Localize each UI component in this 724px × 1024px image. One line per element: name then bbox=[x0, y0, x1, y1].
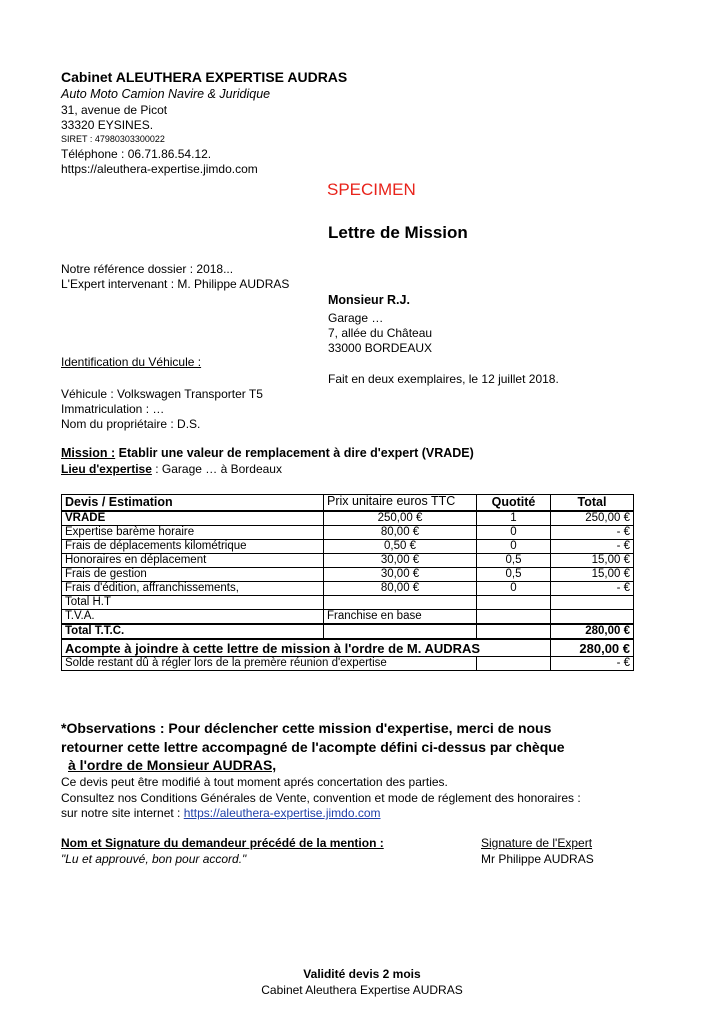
row-qty: 0,5 bbox=[477, 554, 551, 568]
date-line: Fait en deux exemplaires, le 12 juillet 2018. bbox=[328, 372, 559, 386]
mission-place-text: : Garage … à Bordeaux bbox=[151, 462, 282, 476]
table-row bbox=[62, 610, 634, 625]
table-header-label: Devis / Estimation bbox=[62, 495, 324, 512]
row-total: - € bbox=[551, 582, 634, 596]
document-title: Lettre de Mission bbox=[328, 223, 468, 242]
row-label: Expertise barème horaire bbox=[62, 526, 324, 540]
observations-line2: retourner cette lettre accompagné de l'acompte défini ci-dessus par chèque bbox=[61, 739, 565, 755]
row-price: Franchise en base bbox=[324, 610, 477, 625]
row-total bbox=[551, 610, 634, 625]
row-price: 250,00 € bbox=[324, 511, 477, 526]
solde-value: - € bbox=[551, 657, 634, 671]
row-qty: 0 bbox=[477, 526, 551, 540]
solde-row bbox=[62, 657, 634, 671]
company-subtitle: Auto Moto Camion Navire & Juridique bbox=[61, 87, 271, 101]
footer-company: Cabinet Aleuthera Expertise AUDRAS bbox=[261, 983, 463, 997]
expert-signature-name: Mr Philippe AUDRAS bbox=[481, 852, 594, 866]
row-price: 0,50 € bbox=[324, 540, 477, 554]
vehicle-model: Véhicule : Volkswagen Transporter T5 bbox=[61, 387, 263, 401]
company-siret: SIRET : 47980303300022 bbox=[61, 134, 165, 144]
row-price: 30,00 € bbox=[324, 554, 477, 568]
row-label: Total H.T bbox=[62, 596, 324, 610]
mission-place-label: Lieu d'expertise bbox=[61, 462, 152, 476]
client-signature-mention: "Lu et approuvé, bon pour accord." bbox=[61, 852, 247, 866]
row-price bbox=[324, 596, 477, 610]
row-total: - € bbox=[551, 540, 634, 554]
row-label: T.V.A. bbox=[62, 610, 324, 625]
table-header-total: Total bbox=[551, 495, 634, 512]
recipient-name: Monsieur R.J. bbox=[328, 293, 410, 307]
recipient-line2: 7, allée du Château bbox=[328, 326, 433, 340]
observations-note3-prefix: sur notre site internet : bbox=[61, 806, 184, 820]
total-ttc-qty bbox=[477, 624, 551, 639]
mission-text: Etablir une valeur de remplacement à dire d'expert (VRADE) bbox=[115, 446, 474, 460]
website-link[interactable]: https://aleuthera-expertise.jimdo.com bbox=[183, 806, 381, 820]
table-row bbox=[62, 554, 634, 568]
vehicle-plate: Immatriculation : … bbox=[61, 402, 165, 416]
mission-place-line bbox=[61, 462, 282, 476]
acompte-label: Acompte à joindre à cette lettre de mission à l'ordre de M. AUDRAS bbox=[62, 639, 551, 657]
reference-expert: L'Expert intervenant : M. Philippe AUDRAS bbox=[61, 277, 290, 291]
company-website: https://aleuthera-expertise.jimdo.com bbox=[61, 162, 258, 176]
company-phone: Téléphone : 06.71.86.54.12. bbox=[61, 147, 212, 161]
row-label: Frais de déplacements kilométrique bbox=[62, 540, 324, 554]
row-price: 80,00 € bbox=[324, 526, 477, 540]
total-ttc-value: 280,00 € bbox=[551, 624, 634, 639]
mission-label: Mission : bbox=[61, 446, 116, 460]
recipient-line3: 33000 BORDEAUX bbox=[328, 341, 433, 355]
solde-empty bbox=[477, 657, 551, 671]
acompte-row bbox=[62, 639, 634, 657]
row-label: Frais de gestion bbox=[62, 568, 324, 582]
row-total bbox=[551, 596, 634, 610]
table-row bbox=[62, 596, 634, 610]
row-total: 15,00 € bbox=[551, 568, 634, 582]
vehicle-heading: Identification du Véhicule : bbox=[61, 355, 202, 369]
observations-note2: Consultez nos Conditions Générales de Vente, convention et mode de réglement des honoraires : bbox=[61, 791, 581, 805]
row-qty: 1 bbox=[477, 511, 551, 526]
solde-label: Solde restant dû à régler lors de la premère réunion d'expertise bbox=[62, 657, 477, 671]
expert-signature-heading: Signature de l'Expert bbox=[481, 836, 593, 850]
table-row bbox=[62, 511, 634, 526]
observations-line1: *Observations : Pour déclencher cette mission d'expertise, merci de nous bbox=[61, 720, 552, 736]
row-qty: 0 bbox=[477, 540, 551, 554]
specimen-label: SPECIMEN bbox=[327, 180, 416, 199]
acompte-value: 280,00 € bbox=[551, 639, 634, 657]
table-row bbox=[62, 582, 634, 596]
row-total: - € bbox=[551, 526, 634, 540]
row-label: VRADE bbox=[62, 511, 324, 526]
table-row bbox=[62, 568, 634, 582]
row-total: 15,00 € bbox=[551, 554, 634, 568]
total-ttc-row bbox=[62, 624, 634, 639]
row-qty bbox=[477, 596, 551, 610]
total-ttc-price bbox=[324, 624, 477, 639]
reference-dossier: Notre référence dossier : 2018... bbox=[61, 262, 234, 276]
observations-note3 bbox=[61, 806, 381, 820]
total-ttc-label: Total T.T.C. bbox=[62, 624, 324, 639]
observations-note1: Ce devis peut être modifié à tout moment aprés concertation des parties. bbox=[61, 775, 448, 789]
table-row bbox=[62, 540, 634, 554]
table-header-qty: Quotité bbox=[477, 495, 551, 512]
company-address-line1: 31, avenue de Picot bbox=[61, 103, 168, 117]
mission-line bbox=[61, 446, 474, 460]
row-qty bbox=[477, 610, 551, 625]
company-address-line2: 33320 EYSINES. bbox=[61, 118, 154, 132]
vehicle-owner: Nom du propriétaire : D.S. bbox=[61, 417, 201, 431]
footer-validity: Validité devis 2 mois bbox=[303, 967, 421, 981]
recipient-line1: Garage … bbox=[328, 311, 384, 325]
devis-table bbox=[61, 494, 634, 671]
client-signature-heading: Nom et Signature du demandeur précédé de la mention : bbox=[61, 836, 384, 850]
row-label: Honoraires en déplacement bbox=[62, 554, 324, 568]
table-header-price: Prix unitaire euros TTC bbox=[324, 495, 477, 512]
row-price: 80,00 € bbox=[324, 582, 477, 596]
row-label: Frais d'édition, affranchissements, bbox=[62, 582, 324, 596]
company-name: Cabinet ALEUTHERA EXPERTISE AUDRAS bbox=[61, 69, 348, 85]
observations-line3: à l'ordre de Monsieur AUDRAS, bbox=[68, 757, 277, 773]
table-row bbox=[62, 526, 634, 540]
row-price: 30,00 € bbox=[324, 568, 477, 582]
row-qty: 0,5 bbox=[477, 568, 551, 582]
table-header-row bbox=[62, 495, 634, 512]
row-qty: 0 bbox=[477, 582, 551, 596]
row-total: 250,00 € bbox=[551, 511, 634, 526]
